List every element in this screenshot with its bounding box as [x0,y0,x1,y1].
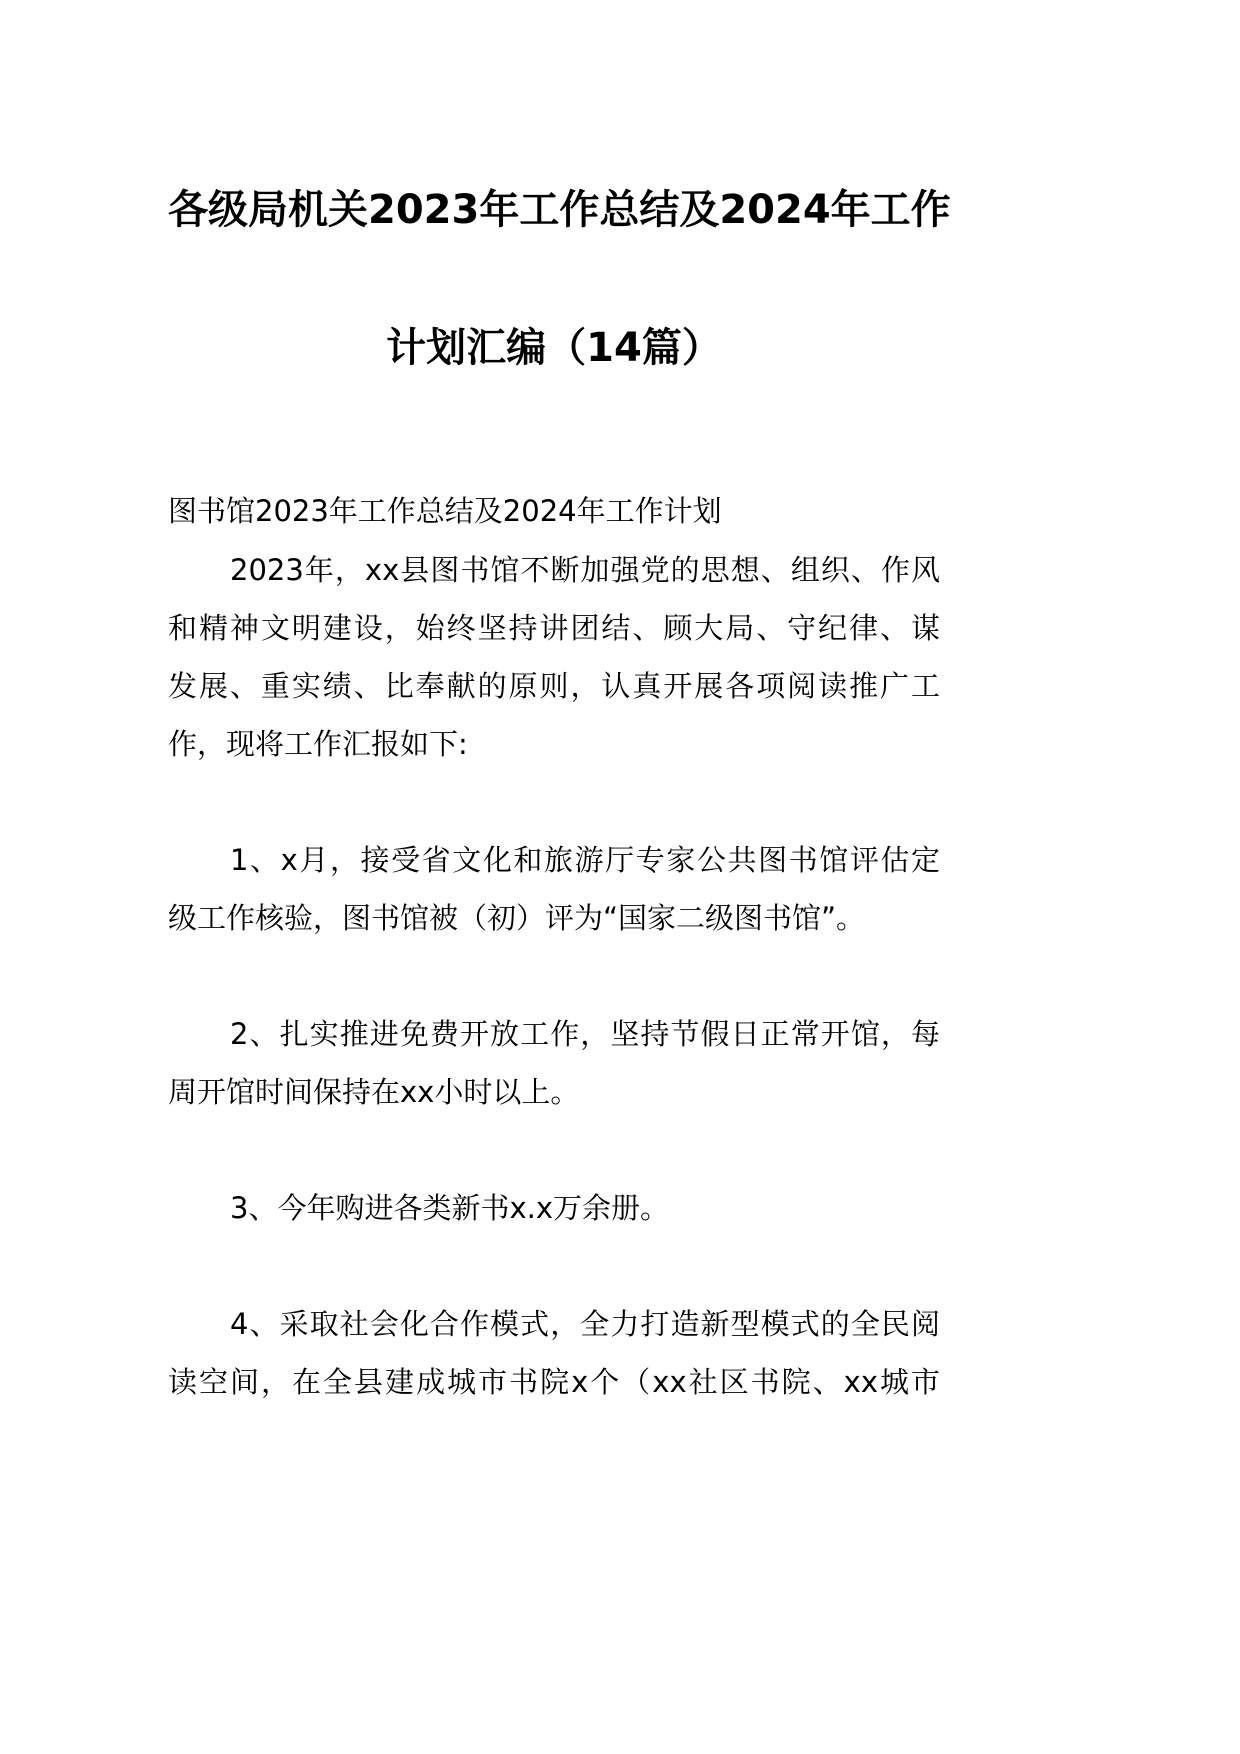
text-line: 周开馆时间保持在xx小时以上。 [168,1075,580,1109]
text-line: 1、x月，接受省文化和旅游厅专家公共图书馆评估定 [230,843,940,877]
title-line-2: 计划汇编（14篇） [386,325,722,371]
text-line: 读空间，在全县建成城市书院x个（xx社区书院、xx城市 [168,1365,940,1399]
text-line: 4、采取社会化合作模式，全力打造新型模式的全民阅 [230,1307,940,1341]
title-line-1: 各级局机关2023年工作总结及2024年工作 [168,187,951,233]
text-line: 3、今年购进各类新书x.x万余册。 [230,1191,669,1225]
text-line: 2、扎实推进免费开放工作，坚持节假日正常开馆，每 [230,1017,940,1051]
text-line: 作，现将工作汇报如下: [168,727,468,761]
text-line: 级工作核验，图书馆被（初）评为“国家二级图书馆”。 [168,901,866,935]
text-line: 和精神文明建设，始终坚持讲团结、顾大局、守纪律、谋 [168,611,940,645]
section-heading: 图书馆2023年工作总结及2024年工作计划 [168,494,722,528]
text-line: 2023年，xx县图书馆不断加强党的思想、组织、作风 [230,553,940,587]
text-line: 发展、重实绩、比奉献的原则，认真开展各项阅读推广工 [168,669,940,703]
